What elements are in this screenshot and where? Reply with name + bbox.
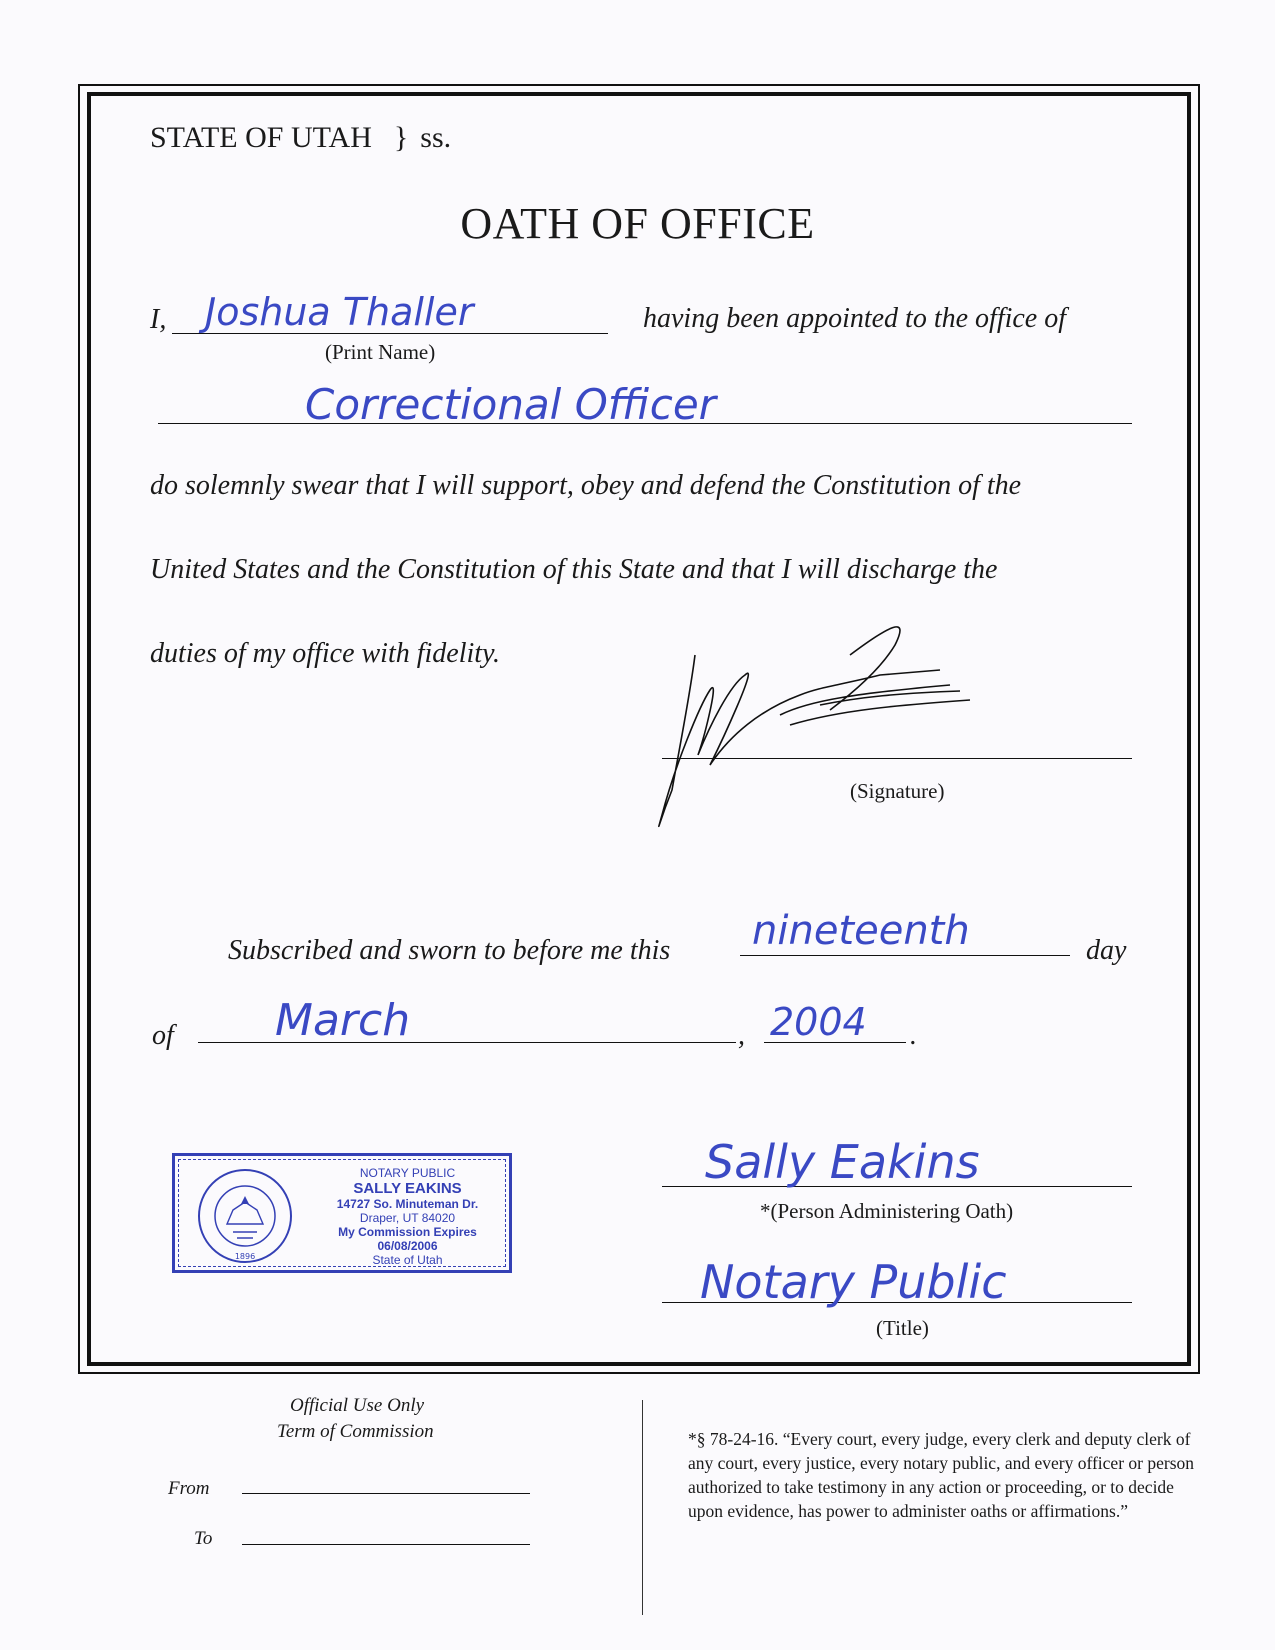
- administrator-signature: Sally Eakins: [705, 1135, 980, 1189]
- administrator-caption: *(Person Administering Oath): [760, 1199, 1014, 1223]
- stamp-notary-name: SALLY EAKINS: [353, 1180, 462, 1197]
- oath-line-1: do solemnly swear that I will support, obey and defend the Constitution of the: [150, 470, 1022, 501]
- venue-line: [150, 121, 451, 155]
- from-label: From: [168, 1478, 210, 1499]
- stamp-address-1: 14727 So. Minuteman Dr.: [336, 1197, 479, 1211]
- state-label: STATE OF UTAH: [150, 121, 372, 154]
- statute-note: *§ 78-24-16. “Every court, every judge, every clerk and deputy clerk of any court, every justice, every notary public, and every officer or person authorized to take testimony in any action or proceeding, or to decide upon evidence, has power to administer oaths or affirmations.”: [688, 1429, 1195, 1521]
- title-handwritten: Notary Public: [700, 1255, 1007, 1309]
- notary-stamp: [172, 1153, 512, 1273]
- document-title: OATH OF OFFICE: [460, 199, 815, 248]
- stamp-state: State of Utah: [372, 1253, 443, 1267]
- title-caption: (Title): [876, 1316, 929, 1340]
- footer-divider: [642, 1400, 643, 1615]
- stamp-notary-public: NOTARY PUBLIC: [359, 1166, 456, 1180]
- year-handwritten: 2004: [770, 1000, 867, 1044]
- oath-line-3: duties of my office with fidelity.: [150, 638, 500, 669]
- of-label: of: [152, 1020, 174, 1051]
- to-label: To: [194, 1528, 213, 1549]
- seal-year: 1896: [234, 1252, 256, 1261]
- month-handwritten: March: [275, 995, 411, 1046]
- from-line: [242, 1493, 530, 1494]
- period: .: [910, 1020, 917, 1051]
- appointed-text: having been appointed to the office of: [643, 303, 1067, 334]
- stamp-commission: My Commission Expires 06/08/2006: [338, 1225, 477, 1253]
- print-name-caption: (Print Name): [325, 340, 436, 364]
- day-handwritten: nineteenth: [752, 908, 970, 954]
- official-use-heading: Official Use Only: [290, 1395, 425, 1416]
- brace: }: [393, 121, 409, 154]
- name-handwritten: Joshua Thaller: [205, 290, 474, 334]
- officer-signature: [650, 615, 1020, 845]
- i-label: I,: [150, 304, 167, 335]
- day-label: day: [1086, 935, 1127, 966]
- signature-line: [662, 758, 1132, 759]
- day-line: [740, 955, 1070, 956]
- term-of-commission-heading: Term of Commission: [277, 1421, 434, 1442]
- comma: ,: [738, 1020, 745, 1051]
- ss-label: ss.: [420, 121, 452, 154]
- office-handwritten: Correctional Officer: [305, 380, 716, 429]
- state-seal-icon: [195, 1166, 295, 1266]
- to-line: [242, 1544, 530, 1545]
- subscribed-text: Subscribed and sworn to before me this: [228, 935, 671, 966]
- signature-caption: (Signature): [850, 779, 945, 803]
- stamp-address-2: Draper, UT 84020: [359, 1211, 456, 1225]
- oath-line-2: United States and the Constitution of this State and that I will discharge the: [150, 554, 998, 585]
- stamp-text: [310, 1166, 505, 1267]
